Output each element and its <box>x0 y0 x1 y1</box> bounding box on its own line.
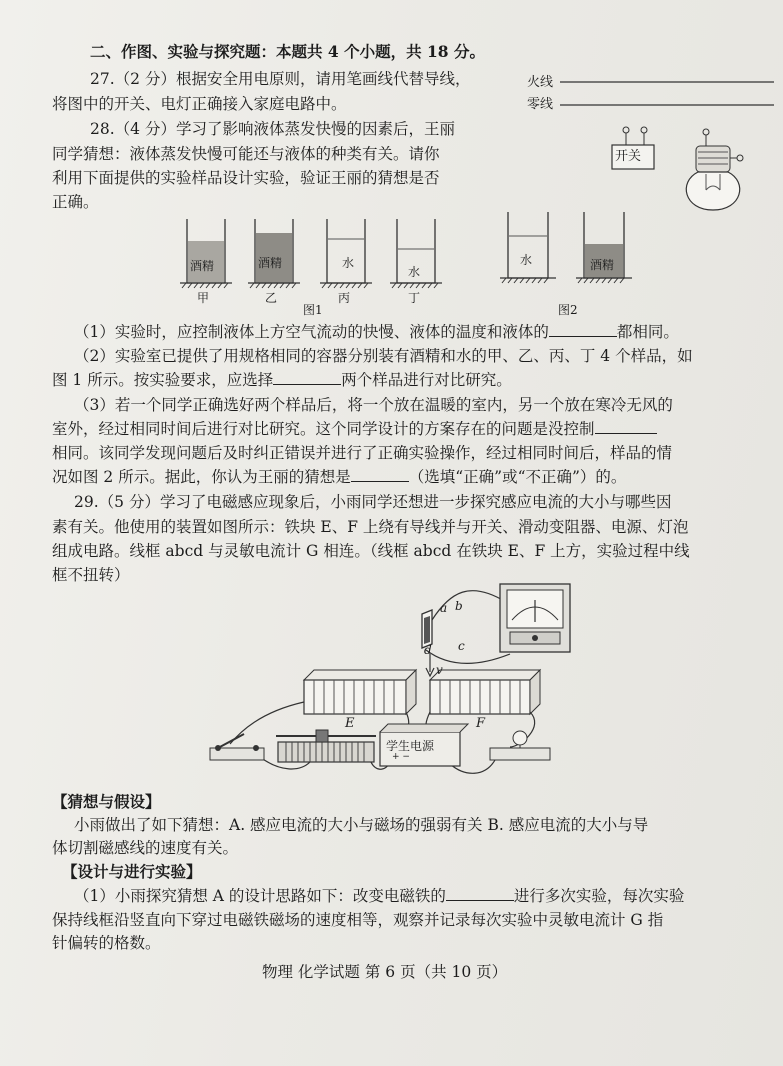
frame-label-b: b <box>455 599 463 613</box>
power-supply-label: 学生电源 <box>386 739 435 753</box>
q28-part3-line4 <box>52 467 626 487</box>
q29-intro-1: 29.（5 分）学习了电磁感应现象后，小雨同学还想进一步探究感应电流的大小与哪些因 <box>74 493 672 511</box>
hypothesis-line2: 体切割磁感线的速度有关。 <box>52 839 239 857</box>
q28-part2-text: 图 1 所示。按实验要求，应选择 <box>52 371 274 389</box>
design-line1-end: 进行多次实验，每次实验 <box>513 887 685 905</box>
iron-e-label: E <box>345 716 355 731</box>
design-line1 <box>74 886 684 906</box>
q28-part2-line2 <box>52 370 512 390</box>
galvanometer-icon <box>500 584 570 652</box>
design-heading: 【设计与进行实验】 <box>62 862 202 881</box>
q28-part3-line3: 相同。该同学发现问题后及时纠正错误并进行了正确实验操作，经过相同时间后，样品的情 <box>52 444 673 462</box>
q28-intro-3: 利用下面提供的实验样品设计实验，验证王丽的猜想是否 <box>52 169 440 187</box>
beaker-jia-liquid: 酒精 <box>190 259 215 273</box>
page-footer: 物理 化学试题 第 6 页（共 10 页） <box>262 963 508 981</box>
frame-label-d: d <box>424 643 432 657</box>
q28-part1-end: 都相同。 <box>616 323 679 341</box>
answer-blank-4[interactable] <box>351 467 409 482</box>
answer-blank-3[interactable] <box>595 419 657 434</box>
design-line2: 保持线框沿竖直向下穿过电磁铁磁场的速度相等，观察并记录每次实验中灵敏电流计 G 指 <box>52 911 664 929</box>
hypothesis-heading: 【猜想与假设】 <box>52 792 161 811</box>
frame-label-c: c <box>458 639 465 653</box>
q27-line1: 27.（2 分）根据安全用电原则，请用笔画线代替导线， <box>90 70 471 88</box>
q28-part3-text: 室外，经过相同时间后进行对比研究。这个同学设计的方案存在的问题是没控制 <box>52 420 595 438</box>
q28-part2-end: 两个样品进行对比研究。 <box>341 371 512 389</box>
circuit-figure <box>560 70 783 215</box>
section-title: 二、作图、实验与探究题：本题共 4 个小题，共 18 分。 <box>90 42 485 61</box>
iron-f-label: F <box>476 716 486 731</box>
q29-intro-4: 框不扭转） <box>52 566 130 584</box>
answer-blank-5[interactable] <box>446 886 514 901</box>
beaker-yi-liquid: 酒精 <box>258 256 283 270</box>
velocity-label: v <box>436 663 443 677</box>
q29-intro-2: 素有关。他使用的装置如图所示：铁块 E、F 上绕有导线并与开关、滑动变阻器、电源、灯泡 <box>52 518 689 536</box>
iron-block-f <box>430 670 540 714</box>
bulb-icon <box>686 129 743 210</box>
answer-blank-2[interactable] <box>273 370 341 385</box>
knife-switch-icon <box>210 734 264 760</box>
q28-intro-1: 28.（4 分）学习了影响液体蒸发快慢的因素后，王丽 <box>90 120 455 138</box>
power-supply-terminals: + − <box>392 752 410 762</box>
beaker-jia-name: 甲 <box>197 291 210 305</box>
iron-block-e <box>304 670 416 714</box>
q28-part1 <box>74 322 679 342</box>
figure-1-caption: 图1 <box>303 303 323 317</box>
q29-intro-3: 组成电路。线框 abcd 与灵敏电流计 G 相连。（线框 abcd 在铁块 E、F 上方，实验过程中线 <box>52 542 690 560</box>
beaker-bing-name: 丙 <box>338 291 351 305</box>
design-line1-text: （1）小雨探究猜想 A 的设计思路如下：改变电磁铁的 <box>74 887 446 905</box>
design-line3: 针偏转的格数。 <box>52 934 161 952</box>
figure-2-caption: 图2 <box>558 303 578 317</box>
beaker-ding-liquid: 水 <box>408 265 421 279</box>
q28-part1-text: （1）实验时，应控制液体上方空气流动的快慢、液体的温度和液体的 <box>74 323 549 341</box>
beaker-ding-name: 丁 <box>408 291 421 305</box>
q28-part3-line2 <box>52 419 657 439</box>
fig2-water-label: 水 <box>520 253 533 267</box>
q28-part3-line4-text: 况如图 2 所示。据此，你认为王丽的猜想是 <box>52 468 351 486</box>
live-wire-label: 火线 <box>527 75 554 90</box>
beaker-yi-name: 乙 <box>265 291 278 305</box>
q28-intro-4: 正确。 <box>52 193 99 211</box>
q28-part2-line1: （2）实验室已提供了用规格相同的容器分别装有酒精和水的甲、乙、丙、丁 4 个样品，如 <box>74 347 693 365</box>
beaker-fig2-water <box>500 212 556 283</box>
frame-label-a: a <box>440 601 448 615</box>
q28-part3-line4-end: （选填“正确”或“不正确”）的。 <box>408 468 627 486</box>
answer-blank-1[interactable] <box>549 322 617 337</box>
q28-part3-line1: （3）若一个同学正确选好两个样品后，将一个放在温暖的室内，另一个放在寒冷无风的 <box>74 396 673 414</box>
fig2-alcohol-label: 酒精 <box>590 258 615 272</box>
rheostat-icon <box>276 730 376 762</box>
q27-line2: 将图中的开关、电灯正确接入家庭电路中。 <box>52 95 347 113</box>
figure-2-beakers <box>492 208 642 293</box>
neutral-wire-label: 零线 <box>527 97 554 112</box>
bulb-holder-icon <box>490 731 550 760</box>
beaker-bing-liquid: 水 <box>342 256 355 270</box>
switch-label: 开关 <box>615 149 642 164</box>
hypothesis-line1: 小雨做出了如下猜想：A. 感应电流的大小与磁场的强弱有关 B. 感应电流的大小与导 <box>74 816 649 834</box>
beaker-jia <box>180 219 232 288</box>
q28-intro-2: 同学猜想：液体蒸发快慢可能还与液体的种类有关。请你 <box>52 145 440 163</box>
